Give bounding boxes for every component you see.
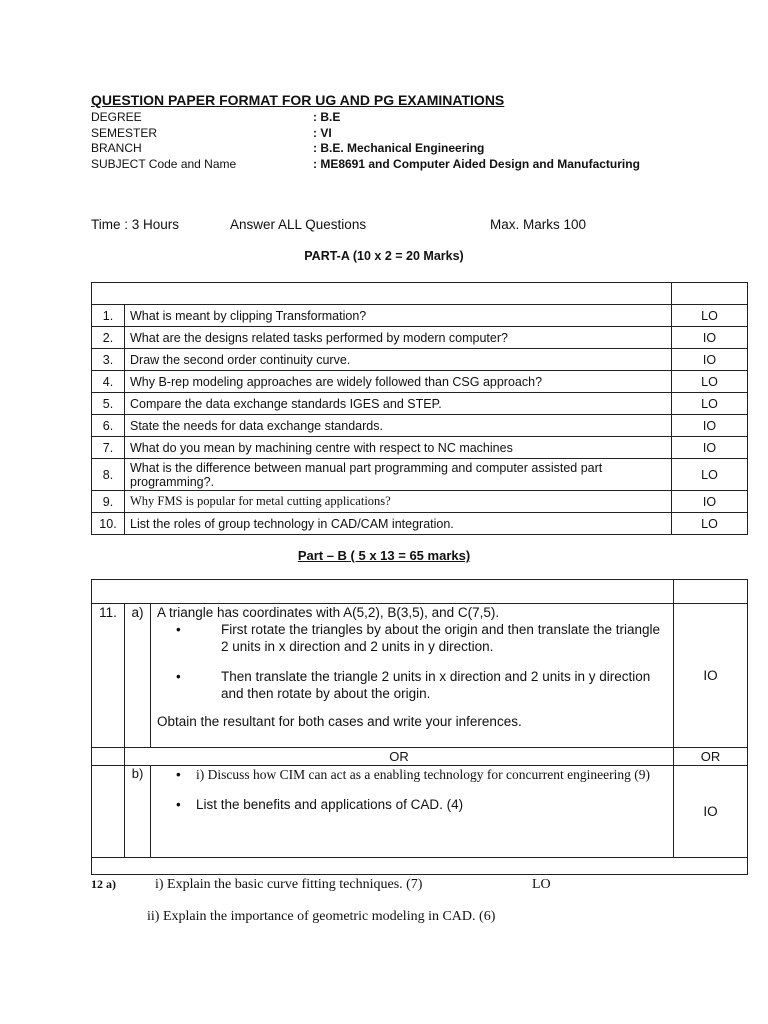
table-header-row [92, 580, 748, 604]
branch-value: : B.E. Mechanical Engineering [313, 141, 485, 155]
table-row: 10. List the roles of group technology in CAD/CAM integration. LO [92, 513, 748, 535]
table-row [92, 858, 748, 875]
max-marks: Max. Marks 100 [490, 217, 587, 232]
or-row [92, 748, 748, 766]
subject-value: : ME8691 and Computer Aided Design and Manufacturing [313, 157, 640, 171]
q11b-row [92, 766, 748, 858]
table-row: 7. What do you mean by machining centre with respect to NC machines IO [92, 437, 748, 459]
table-row: 9. Why FMS is popular for metal cutting applications? IO [92, 491, 748, 513]
q11b-bullet-2: • List the benefits and applications of CAD. (4) [176, 797, 464, 812]
bullet-icon: • [176, 622, 181, 637]
exam-time: Time : 3 Hours [91, 217, 180, 232]
table-row: 4. Why B-rep modeling approaches are widely followed than CSG approach? LO [92, 371, 748, 393]
bullet-icon: • [176, 797, 181, 812]
part-a-table [91, 282, 748, 535]
semester-value: : VI [313, 126, 332, 140]
q11b-label: b) [125, 766, 151, 858]
q11b-content [151, 766, 674, 858]
table-header-row [92, 283, 748, 305]
q11a-level: IO [674, 604, 748, 748]
table-row: 2. What are the designs related tasks performed by modern computer? IO [92, 327, 748, 349]
part-b-table [91, 579, 748, 875]
degree-label: DEGREE [91, 110, 142, 124]
table-row: 5. Compare the data exchange standards IGES and STEP. LO [92, 393, 748, 415]
page-title: QUESTION PAPER FORMAT FOR UG AND PG EXAMINATIONS [91, 92, 505, 108]
q11a-intro: A triangle has coordinates with A(5,2), B(3,5), and C(7,5). [157, 605, 500, 620]
q12-part-ii: ii) Explain the importance of geometric modeling in CAD. (6) [147, 909, 496, 924]
table-row: 6. State the needs for data exchange standards. IO [92, 415, 748, 437]
or-text: OR [125, 748, 674, 766]
part-b-heading: Part – B ( 5 x 13 = 65 marks) [297, 548, 471, 563]
q11a-content [151, 604, 674, 748]
bullet-icon: • [176, 767, 181, 782]
semester-label: SEMESTER [91, 126, 158, 140]
q12-level: LO [532, 877, 551, 892]
table-row: 1. What is meant by clipping Transformation? LO [92, 305, 748, 327]
degree-value: : B.E [313, 110, 341, 124]
q11-number: 11. [92, 604, 125, 748]
q11a-bullet-2: • Then translate the triangle 2 units in x direction and 2 units in y direction and then rotate by about the origin. [176, 669, 651, 701]
or-level: OR [674, 748, 748, 766]
exam-instruction: Answer ALL Questions [230, 217, 367, 232]
subject-label: SUBJECT Code and Name [91, 157, 237, 171]
q12-number: 12 a) [91, 877, 116, 891]
q11a-label: a) [125, 604, 151, 748]
q11a-outro: Obtain the resultant for both cases and write your inferences. [157, 714, 522, 729]
table-row: 3. Draw the second order continuity curve. IO [92, 349, 748, 371]
q11a-row [92, 604, 748, 748]
q11b-bullet-1: • i) Discuss how CIM can act as a enabling technology for concurrent engineering (9) [176, 767, 650, 782]
table-row: 8. What is the difference between manual part programming and computer assisted part programming?. LO [92, 459, 748, 491]
q11b-level: IO [674, 766, 748, 858]
part-a-heading: PART-A (10 x 2 = 20 Marks) [304, 249, 464, 263]
q12-part-i: i) Explain the basic curve fitting techniques. (7) [155, 877, 423, 892]
q11a-bullet-1: • First rotate the triangles by about the origin and then translate the triangle 2 units in x direction and 2 units in y direction. [176, 622, 661, 654]
bullet-icon: • [176, 669, 181, 684]
branch-label: BRANCH [91, 141, 142, 155]
